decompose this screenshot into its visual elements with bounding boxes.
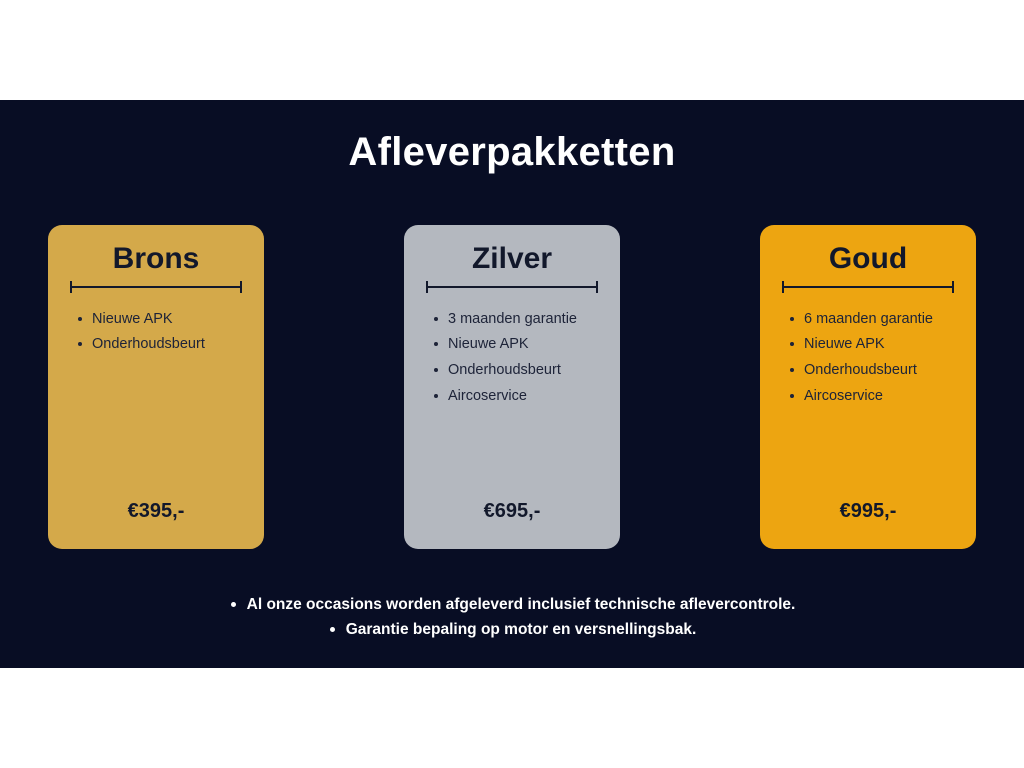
pricing-panel [0,100,1024,668]
list-item: Aircoservice [788,384,962,410]
title-divider [426,281,598,293]
package-card-brons[interactable] [48,225,264,549]
list-item: Onderhoudsbeurt [432,358,606,384]
page-title: Afleverpakketten [348,130,676,174]
divider-bar [426,286,598,288]
footnote: Al onze occasions worden afgeleverd inclusief technische aflevercontrole. [229,592,796,617]
footnotes [0,592,1024,642]
package-card-zilver[interactable] [404,225,620,549]
package-title: Goud [828,242,908,275]
divider-cap-right [596,281,598,293]
package-title: Brons [112,242,200,275]
package-card-goud[interactable] [760,225,976,549]
package-price: €995,- [839,500,897,522]
divider-bar [782,286,954,288]
feature-list [774,307,962,501]
list-item: Nieuwe APK [76,307,250,333]
package-price: €695,- [483,500,541,522]
list-item: Onderhoudsbeurt [76,332,250,358]
feature-list [418,307,606,501]
divider-cap-right [952,281,954,293]
title-divider [70,281,242,293]
list-item: 3 maanden garantie [432,307,606,333]
divider-bar [70,286,242,288]
list-item: Onderhoudsbeurt [788,358,962,384]
title-divider [782,281,954,293]
package-title: Zilver [471,242,553,275]
list-item: 6 maanden garantie [788,307,962,333]
divider-cap-right [240,281,242,293]
list-item: Aircoservice [432,384,606,410]
footnote: Garantie bepaling op motor en versnellingsbak. [328,617,697,642]
package-card-list [0,225,1024,549]
package-price: €395,- [127,500,185,522]
list-item: Nieuwe APK [788,332,962,358]
list-item: Nieuwe APK [432,332,606,358]
feature-list [62,307,250,501]
